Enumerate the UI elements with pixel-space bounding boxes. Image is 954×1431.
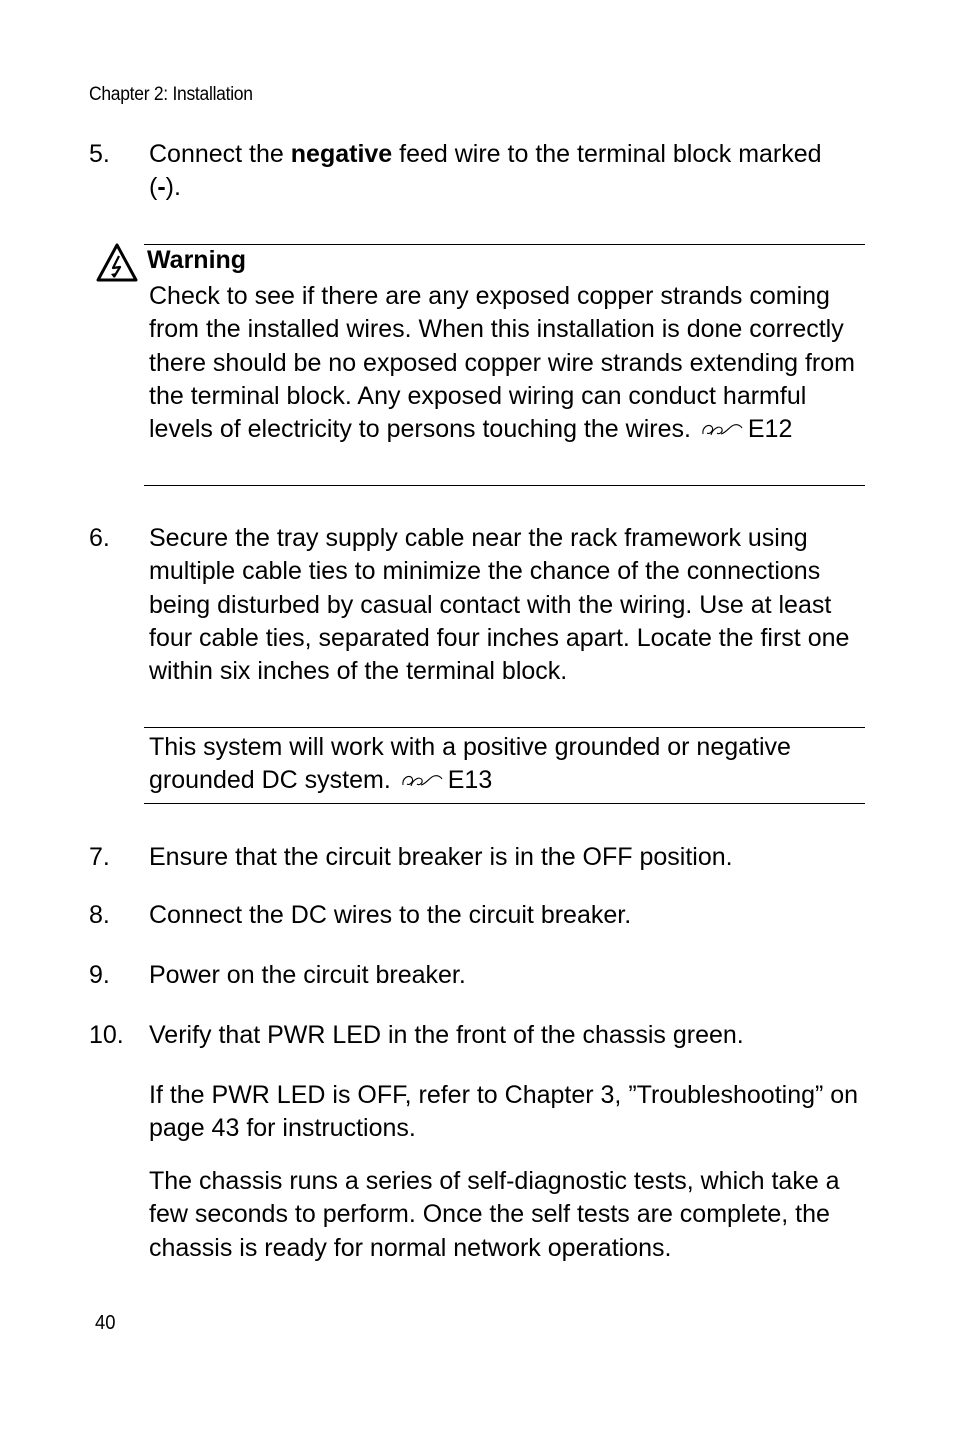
- electric-hazard-warning-icon: [96, 243, 138, 283]
- step-text-part: feed wire to the terminal block marked: [392, 140, 822, 168]
- step-text-part: (: [149, 173, 158, 202]
- emphasis-text: negative: [290, 140, 393, 168]
- note-top-rule: [144, 727, 865, 728]
- emphasis-text: -: [157, 173, 166, 202]
- page-number: 40: [95, 1312, 116, 1334]
- warning-title: Warning: [147, 246, 247, 274]
- warning-text: Check to see if there are any exposed copper strands coming from the installed wires. When this installation is done correctly there should be no exposed copper wire strands extending from the terminal block. Any exposed wiring can conduct harmful levels of electricity to persons touching the wires.: [149, 282, 855, 444]
- step-paragraph: The chassis runs a series of self-diagnostic tests, which take a few seconds to perform. Once the self tests are complete, the chassis is ready for normal network operations.: [149, 1167, 840, 1262]
- step-text: Verify that PWR LED in the front of the chassis green.: [149, 1021, 744, 1049]
- step-number: 10.: [89, 1021, 124, 1049]
- note-text: This system will work with a positive grounded or negative grounded DC system.: [149, 733, 791, 795]
- warning-bottom-rule: [144, 485, 865, 486]
- step-number: 6.: [89, 524, 110, 552]
- cross-reference-icon: [400, 770, 444, 790]
- chapter-header: Chapter 2: Installation: [89, 84, 253, 105]
- reference-code: E13: [447, 766, 493, 795]
- step-paragraph: If the PWR LED is OFF, refer to Chapter 3, ”Troubleshooting” on page 43 for instructions.: [149, 1081, 859, 1143]
- step-text: Secure the tray supply cable near the rack framework using multiple cable ties to minimize the chance of the connections being disturbed by casual contact with the wiring. Use at least four cable ties, separated four inches apart. Locate the first one within six inches of the terminal block.: [149, 524, 850, 686]
- step-text: Connect the DC wires to the circuit breaker.: [149, 901, 632, 929]
- note-bottom-rule: [144, 803, 865, 804]
- step-text: Power on the circuit breaker.: [149, 961, 466, 989]
- step-text: [149, 138, 869, 205]
- note-body: [149, 731, 869, 798]
- reference-code: E12: [747, 415, 793, 444]
- step-text-part: ).: [165, 173, 181, 202]
- step-number: 8.: [89, 901, 110, 929]
- step-text: Ensure that the circuit breaker is in the OFF position.: [149, 843, 733, 871]
- cross-reference-icon: [700, 419, 744, 439]
- step-number: 7.: [89, 843, 110, 871]
- step-number: 9.: [89, 961, 110, 989]
- step-number: 5.: [89, 140, 110, 168]
- warning-top-rule: [144, 244, 865, 245]
- warning-body: [149, 280, 869, 446]
- step-text-part: Connect the: [149, 140, 291, 168]
